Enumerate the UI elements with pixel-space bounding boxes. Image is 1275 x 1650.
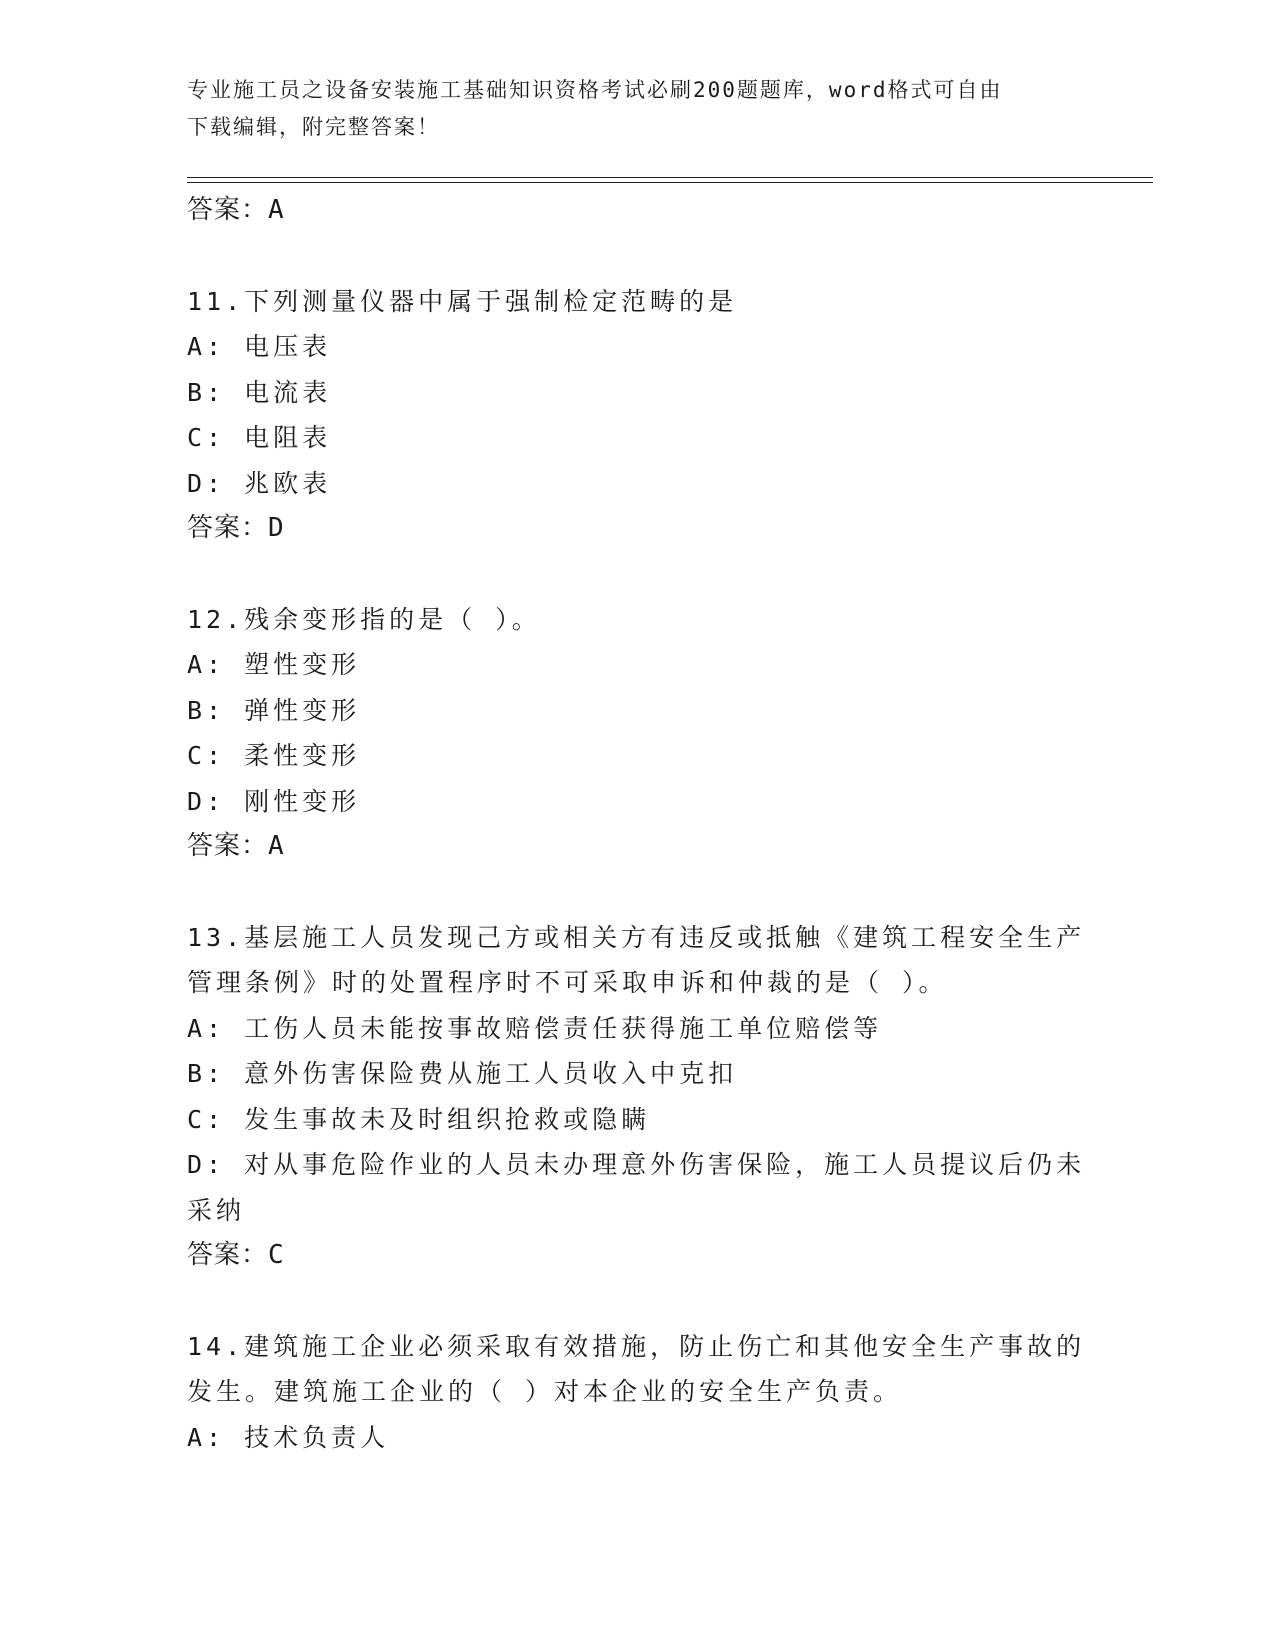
option-d xyxy=(187,779,1087,825)
question-stem-continued: 管理条例》时的处置程序时不可采取申诉和仲裁的是（ ）。 xyxy=(187,968,948,997)
option-key: B: xyxy=(187,695,226,725)
option-d xyxy=(187,1142,1087,1188)
answer xyxy=(187,506,1087,552)
option-key: A: xyxy=(187,650,226,679)
option-a xyxy=(187,642,1087,688)
previous-answer xyxy=(187,188,1087,234)
option-a xyxy=(187,1006,1087,1052)
question-number: 11. xyxy=(187,286,245,316)
option-text: 工伤人员未能按事故赔偿责任获得施工单位赔偿等 xyxy=(244,1013,883,1043)
question-11 xyxy=(187,279,1087,552)
option-d-continued: 采纳 xyxy=(187,1195,246,1225)
question-stem-continued: 发生。建筑施工企业的（ ）对本企业的安全生产负责。 xyxy=(187,1377,903,1406)
option-a xyxy=(187,324,1087,370)
answer-label: 答案： xyxy=(187,195,269,225)
answer-label: 答案： xyxy=(187,513,269,543)
answer-value: A xyxy=(268,831,284,861)
option-c xyxy=(187,415,1087,461)
question-stem xyxy=(187,597,1087,643)
option-b xyxy=(187,688,1087,734)
option-text: 兆欧表 xyxy=(244,468,332,498)
option-text: 电阻表 xyxy=(244,423,332,452)
option-d xyxy=(187,461,1087,507)
option-key: C: xyxy=(187,741,226,770)
header-line-1: 专业施工员之设备安装施工基础知识资格考试必刷200题题库，word格式可自由 xyxy=(187,78,1003,102)
option-key: A: xyxy=(187,332,226,361)
option-text: 意外伤害保险费从施工人员收入中克扣 xyxy=(244,1059,738,1088)
question-text: 下列测量仪器中属于强制检定范畴的是 xyxy=(244,286,738,316)
question-number: 13. xyxy=(187,922,245,952)
option-key: A: xyxy=(187,1422,226,1452)
option-c xyxy=(187,733,1087,779)
question-text: 基层施工人员发现己方或相关方有违反或抵触《建筑工程安全生产 xyxy=(244,922,1086,952)
option-text: 电压表 xyxy=(244,332,332,361)
option-text: 弹性变形 xyxy=(244,695,361,725)
option-text: 柔性变形 xyxy=(244,741,361,770)
header-divider-bottom xyxy=(187,182,1153,183)
question-number: 14. xyxy=(187,1331,245,1361)
document-header xyxy=(187,72,1067,146)
option-key: D: xyxy=(187,1150,226,1179)
question-stem xyxy=(187,279,1087,325)
question-text: 残余变形指的是（ ）。 xyxy=(244,604,541,634)
answer-value: D xyxy=(268,513,284,543)
answer-label: 答案： xyxy=(187,1240,269,1270)
question-number: 12. xyxy=(187,604,245,634)
question-14 xyxy=(187,1324,1087,1461)
option-text: 对从事危险作业的人员未办理意外伤害保险，施工人员提议后仍未 xyxy=(244,1150,1086,1179)
option-text: 刚性变形 xyxy=(244,786,361,816)
option-key: A: xyxy=(187,1013,226,1043)
question-text: 建筑施工企业必须采取有效措施，防止伤亡和其他安全生产事故的 xyxy=(244,1331,1086,1361)
option-text: 电流表 xyxy=(244,377,332,407)
header-divider-top xyxy=(187,177,1153,178)
option-text: 发生事故未及时组织抢救或隐瞒 xyxy=(244,1104,651,1134)
option-key: D: xyxy=(187,786,226,816)
question-stem xyxy=(187,915,1087,961)
question-12 xyxy=(187,597,1087,870)
option-b xyxy=(187,1051,1087,1097)
question-list xyxy=(187,188,1087,1460)
option-key: B: xyxy=(187,1059,226,1088)
option-b xyxy=(187,370,1087,416)
header-line-2: 下载编辑，附完整答案！ xyxy=(187,115,440,139)
answer-value: A xyxy=(268,195,284,225)
option-c xyxy=(187,1097,1087,1143)
option-key: C: xyxy=(187,1104,226,1134)
option-key: B: xyxy=(187,377,226,407)
option-text: 技术负责人 xyxy=(244,1422,390,1452)
answer-label: 答案： xyxy=(187,831,269,861)
option-key: C: xyxy=(187,423,226,452)
option-key: D: xyxy=(187,468,226,498)
answer xyxy=(187,1233,1087,1279)
question-stem xyxy=(187,1324,1087,1370)
answer-value: C xyxy=(268,1240,284,1270)
option-a xyxy=(187,1415,1087,1461)
option-text: 塑性变形 xyxy=(244,650,361,679)
question-13 xyxy=(187,915,1087,1279)
answer xyxy=(187,824,1087,870)
